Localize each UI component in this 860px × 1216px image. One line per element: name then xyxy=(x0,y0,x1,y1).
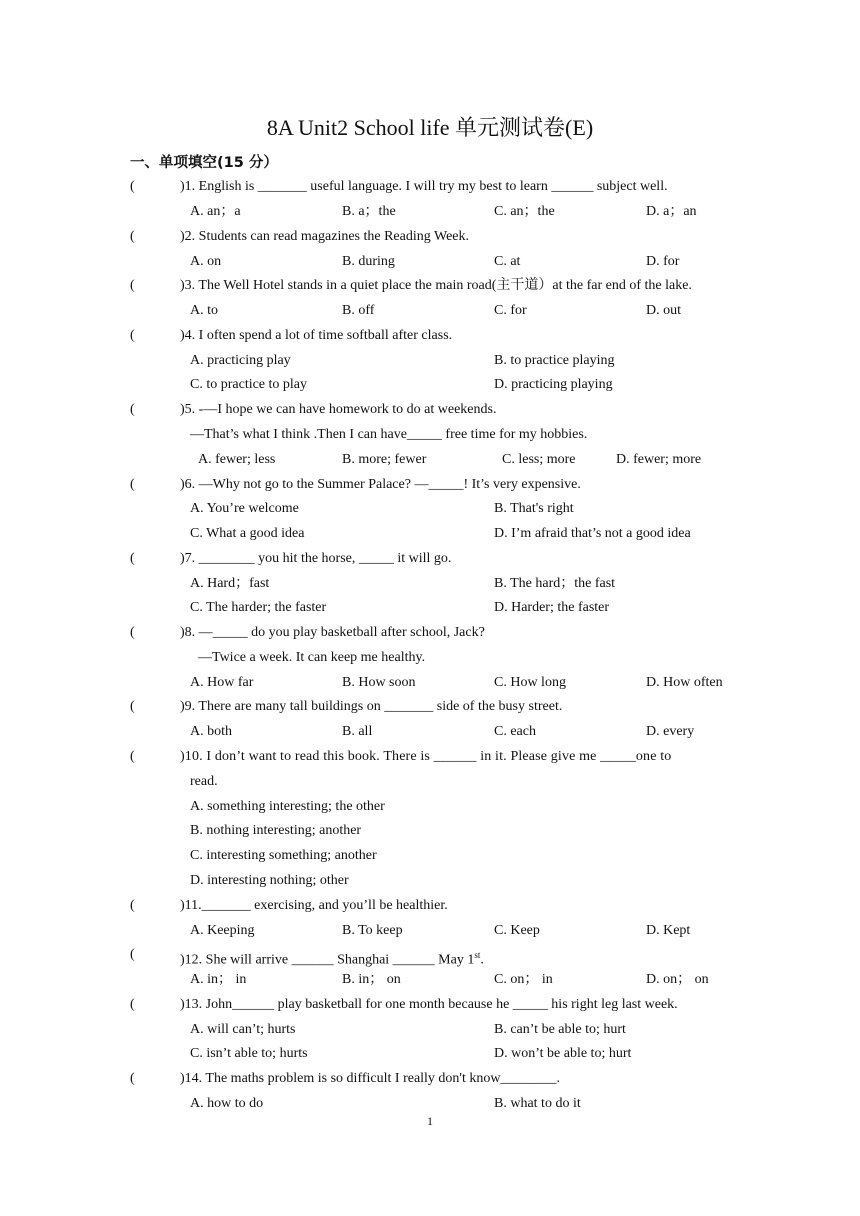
question-5-text: )5. -—I hope we can have homework to do at weekends. xyxy=(180,402,497,417)
question-3-option: D. out xyxy=(646,303,681,318)
question-10-option: B. nothing interesting; another xyxy=(190,823,362,838)
question-10-option: C. interesting something; another xyxy=(190,848,377,863)
question-10-continuation: read. xyxy=(190,774,218,789)
page-number: 1 xyxy=(427,1114,433,1128)
question-13-option: A. will can’t; hurts xyxy=(190,1022,296,1037)
question-4-option: D. practicing playing xyxy=(494,377,613,392)
question-8-option: A. How far xyxy=(190,675,254,690)
ordinal-suffix: st xyxy=(474,950,481,960)
question-4-option: B. to practice playing xyxy=(494,353,615,368)
question-14-option: A. how to do xyxy=(190,1096,264,1111)
question-8-option: B. How soon xyxy=(342,675,416,690)
answer-paren-7: ( xyxy=(130,551,135,566)
question-12-option: C. on； in xyxy=(494,972,553,987)
question-11-option: D. Kept xyxy=(646,923,691,938)
question-8-text: )8. —_____ do you play basketball after school, Jack? xyxy=(180,625,485,640)
question-3-option: C. for xyxy=(494,303,527,318)
question-7-option: C. The harder; the faster xyxy=(190,600,327,615)
answer-paren-11: ( xyxy=(130,898,135,913)
question-6-option: C. What a good idea xyxy=(190,526,305,541)
question-11-option: A. Keeping xyxy=(190,923,255,938)
answer-paren-14: ( xyxy=(130,1071,135,1086)
question-4-option: C. to practice to play xyxy=(190,377,308,392)
answer-paren-2: ( xyxy=(130,229,135,244)
question-14-text: )14. The maths problem is so difficult I really don't know________. xyxy=(180,1071,560,1086)
question-4-text: )4. I often spend a lot of time softball after class. xyxy=(180,328,453,343)
answer-paren-13: ( xyxy=(130,997,135,1012)
question-9-text: )9. There are many tall buildings on _______ side of the busy street. xyxy=(180,699,563,714)
answer-paren-3: ( xyxy=(130,278,135,293)
question-1-text: )1. English is _______ useful language. I will try my best to learn ______ subject well. xyxy=(180,179,668,194)
answer-paren-5: ( xyxy=(130,402,135,417)
question-1-option: A. an；a xyxy=(190,204,241,219)
question-10-option: D. interesting nothing; other xyxy=(190,873,349,888)
question-5-option: D. fewer; more xyxy=(616,452,702,467)
question-1-option: B. a；the xyxy=(342,204,396,219)
question-8-option: D. How often xyxy=(646,675,723,690)
question-1-option: D. a；an xyxy=(646,204,697,219)
question-6-option: D. I’m afraid that’s not a good idea xyxy=(494,526,691,541)
question-12-option: B. in； on xyxy=(342,972,401,987)
question-3-option: B. off xyxy=(342,303,375,318)
question-11-text: )11._______ exercising, and you’ll be healthier. xyxy=(180,898,448,913)
question-13-text: )13. John______ play basketball for one month because he _____ his right leg last week. xyxy=(180,997,678,1012)
question-7-option: D. Harder; the faster xyxy=(494,600,610,615)
answer-paren-8: ( xyxy=(130,625,135,640)
question-5-continuation: —That’s what I think .Then I can have_____ free time for my hobbies. xyxy=(190,427,588,442)
question-13-option: B. can’t be able to; hurt xyxy=(494,1022,626,1037)
question-7-option: B. The hard；the fast xyxy=(494,576,616,591)
question-6-option: A. You’re welcome xyxy=(190,501,299,516)
question-3-text: )3. The Well Hotel stands in a quiet place the main road(主干道）at the far end of the lake. xyxy=(180,278,692,293)
question-7-option: A. Hard；fast xyxy=(190,576,270,591)
question-10-text: )10. I don’t want to read this book. There is ______ in it. Please give me _____one to xyxy=(180,749,672,764)
page-title: 8A Unit2 School life 单元测试卷(E) xyxy=(266,115,594,140)
question-9-option: A. both xyxy=(190,724,232,739)
question-11-option: C. Keep xyxy=(494,923,540,938)
question-12-text: )12. She will arrive ______ Shanghai ______ May 1st. xyxy=(180,950,484,968)
question-2-option: C. at xyxy=(494,254,521,269)
answer-paren-6: ( xyxy=(130,477,135,492)
question-13-option: C. isn’t able to; hurts xyxy=(190,1046,308,1061)
question-1-option: C. an；the xyxy=(494,204,555,219)
answer-paren-4: ( xyxy=(130,328,135,343)
question-9-option: C. each xyxy=(494,724,536,739)
question-12-option: D. on； on xyxy=(646,972,709,987)
question-10-option: A. something interesting; the other xyxy=(190,799,385,814)
question-2-option: A. on xyxy=(190,254,222,269)
question-7-text: )7. ________ you hit the horse, _____ it will go. xyxy=(180,551,452,566)
question-8-continuation: —Twice a week. It can keep me healthy. xyxy=(198,650,426,665)
question-5-option: B. more; fewer xyxy=(342,452,427,467)
section-heading: 一、单项填空(15 分） xyxy=(130,155,278,171)
question-6-text: )6. —Why not go to the Summer Palace? —_____! It’s very expensive. xyxy=(180,477,581,492)
question-5-option: C. less; more xyxy=(502,452,576,467)
question-6-option: B. That's right xyxy=(494,501,574,516)
question-8-option: C. How long xyxy=(494,675,566,690)
question-2-option: D. for xyxy=(646,254,680,269)
question-9-option: B. all xyxy=(342,724,373,739)
answer-paren-9: ( xyxy=(130,699,135,714)
question-14-option: B. what to do it xyxy=(494,1096,581,1111)
answer-paren-12: ( xyxy=(130,947,135,962)
answer-paren-1: ( xyxy=(130,179,135,194)
question-4-option: A. practicing play xyxy=(190,353,291,368)
question-2-option: B. during xyxy=(342,254,395,269)
question-2-text: )2. Students can read magazines the Reading Week. xyxy=(180,229,470,244)
question-3-option: A. to xyxy=(190,303,218,318)
question-9-option: D. every xyxy=(646,724,695,739)
question-13-option: D. won’t be able to; hurt xyxy=(494,1046,632,1061)
question-11-option: B. To keep xyxy=(342,923,403,938)
question-5-option: A. fewer; less xyxy=(198,452,276,467)
question-12-option: A. in； in xyxy=(190,972,247,987)
answer-paren-10: ( xyxy=(130,749,135,764)
